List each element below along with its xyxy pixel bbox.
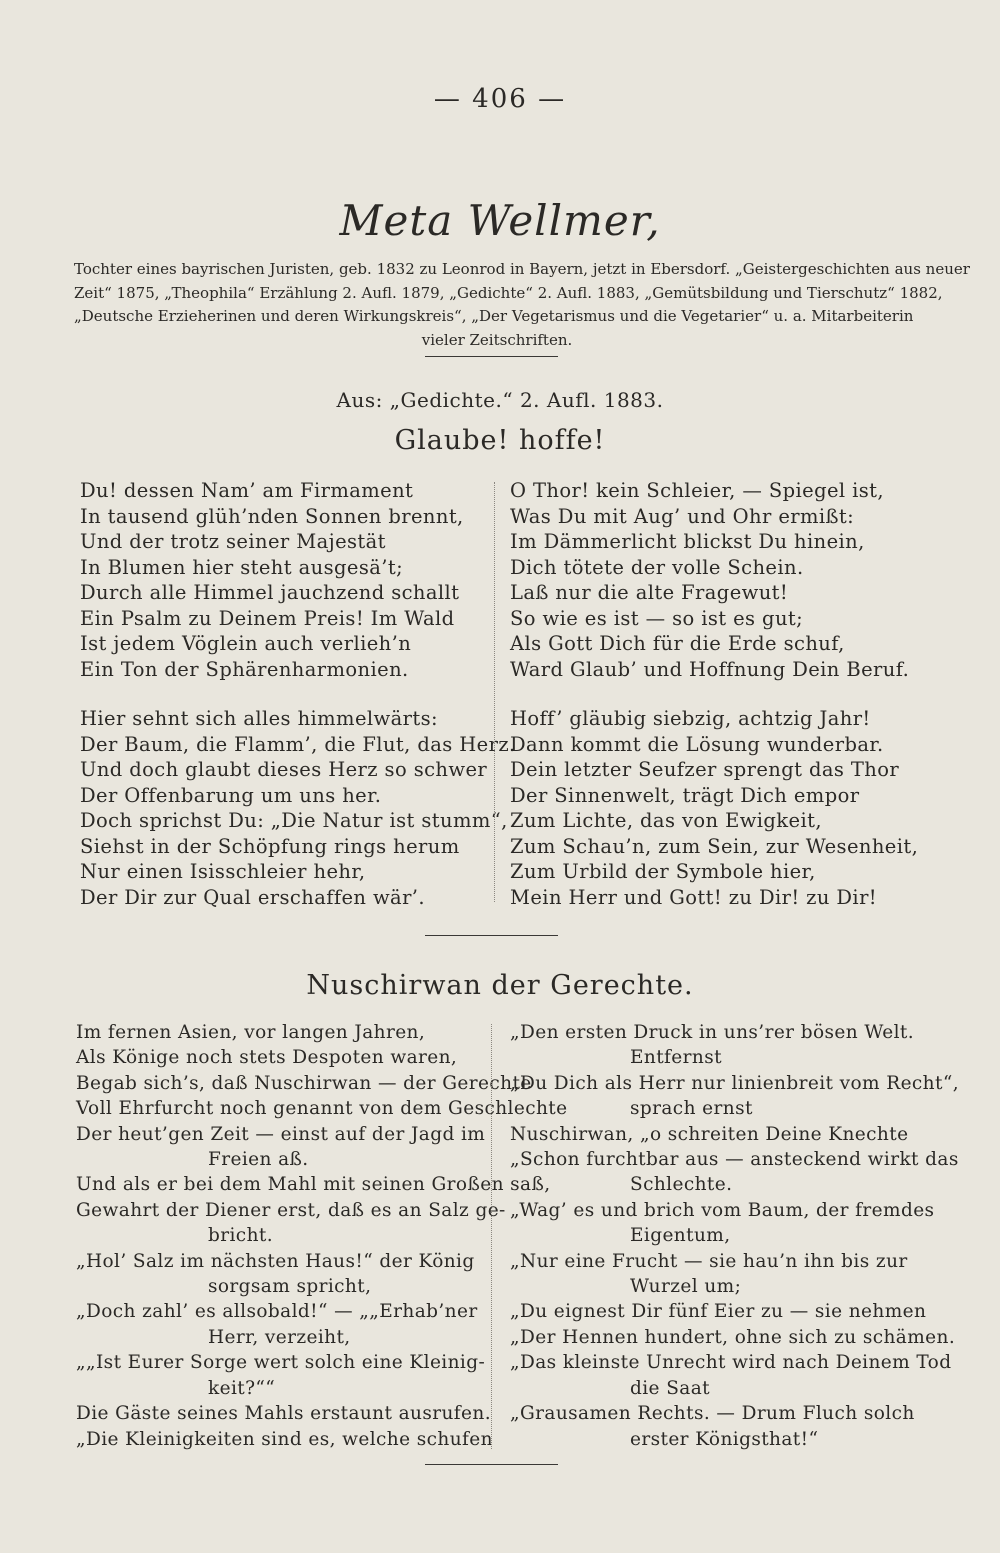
verse-line: Du! dessen Nam’ am Firmament bbox=[80, 479, 414, 502]
verse-line: „Doch zahl’ es allsobald!“ — „„Erhab’ner bbox=[76, 1301, 478, 1323]
verse-line: Zum Schau’n, zum Sein, zur Wesenheit, bbox=[510, 834, 919, 858]
verse-line: Voll Ehrfurcht noch genannt von dem Geschlechte bbox=[76, 1098, 568, 1120]
verse-line: Nur einen Isisschleier hehr, bbox=[80, 860, 366, 883]
bio-line: „Deutsche Erzieherinen und deren Wirkungskreis“, „Der Vegetarismus und die Vegetarier“ u. a. Mitarbeiterin bbox=[74, 307, 914, 325]
source-citation: Aus: „Gedichte.“ 2. Aufl. 1883. bbox=[336, 388, 664, 412]
verse-line: Und als er bei dem Mahl mit seinen Großen saß, bbox=[76, 1174, 551, 1196]
verse-line: Hier sehnt sich alles himmelwärts: bbox=[80, 707, 438, 730]
poem1-right-stanza-2 bbox=[510, 706, 918, 910]
verse-line: Mein Herr und Gott! zu Dir! zu Dir! bbox=[510, 885, 878, 909]
verse-line: Der Offenbarung um uns her. bbox=[80, 783, 382, 807]
verse-line: Nuschirwan, „o schreiten Deine Knechte bbox=[510, 1123, 909, 1145]
verse-line: Der Sinnenwelt, trägt Dich empor bbox=[510, 783, 860, 807]
verse-line: In tausend glüh’nden Sonnen brennt, bbox=[80, 504, 464, 528]
verse-line: Gewahrt der Diener erst, daß es an Salz ge- bbox=[76, 1199, 506, 1221]
verse-line: Ein Ton der Sphärenharmonien. bbox=[80, 657, 409, 681]
verse-line: Laß nur die alte Fragewut! bbox=[510, 581, 789, 604]
section-divider bbox=[425, 1464, 558, 1465]
bio-line: vieler Zeitschriften. bbox=[421, 330, 573, 349]
poem1-right-stanza-1 bbox=[510, 478, 909, 682]
author-biography bbox=[74, 258, 970, 352]
section-divider bbox=[425, 935, 558, 936]
verse-line: Dich tötete der volle Schein. bbox=[510, 555, 804, 579]
verse-line: Begab sich’s, daß Nuschirwan — der Gerechte bbox=[76, 1072, 532, 1094]
verse-line: Der Baum, die Flamm’, die Flut, das Herz. bbox=[80, 732, 516, 756]
verse-line: „Du eignest Dir fünf Eier zu — sie nehmen bbox=[510, 1301, 927, 1323]
verse-line: In Blumen hier steht ausgesä’t; bbox=[80, 555, 404, 579]
verse-line: „Du Dich als Herr nur linienbreit vom Recht“, bbox=[510, 1072, 959, 1094]
verse-line: „Den ersten Druck in uns’rer bösen Welt. bbox=[510, 1022, 915, 1043]
verse-line: die Saat bbox=[630, 1377, 710, 1399]
verse-line: Was Du mit Aug’ und Ohr ermißt: bbox=[510, 504, 855, 528]
verse-line: keit?““ bbox=[208, 1377, 276, 1399]
verse-line: Dein letzter Seufzer sprengt das Thor bbox=[510, 758, 900, 781]
verse-line: Entfernst bbox=[630, 1047, 722, 1069]
bio-line: Tochter eines bayrischen Juristen, geb. 1832 zu Leonrod in Bayern, jetzt in Ebersdorf. „Geistergeschichten aus neuer bbox=[74, 260, 970, 278]
verse-line: Ist jedem Vöglein auch verlieh’n bbox=[80, 632, 412, 655]
verse-line: Im Dämmerlicht blickst Du hinein, bbox=[510, 530, 865, 553]
verse-line: „Der Hennen hundert, ohne sich zu schämen. bbox=[510, 1326, 956, 1348]
poem1-left-stanza-1 bbox=[80, 478, 464, 682]
verse-line: „„Ist Eurer Sorge wert solch eine Kleinig- bbox=[76, 1352, 486, 1374]
poem-title: Glaube! hoffe! bbox=[394, 425, 606, 456]
verse-line: Dann kommt die Lösung wunderbar. bbox=[510, 732, 884, 756]
verse-line: Herr, verzeiht, bbox=[208, 1326, 351, 1348]
verse-line: Der Dir zur Qual erschaffen wär’. bbox=[80, 885, 425, 909]
verse-line: Schlechte. bbox=[630, 1174, 733, 1196]
verse-line: erster Königsthat!“ bbox=[630, 1428, 819, 1450]
verse-line: Als Könige noch stets Despoten waren, bbox=[76, 1047, 458, 1069]
verse-line: Zum Urbild der Symbole hier, bbox=[510, 860, 816, 883]
verse-line: sorgsam spricht, bbox=[208, 1276, 372, 1298]
verse-line: „Wag’ es und brich vom Baum, der fremdes bbox=[510, 1199, 935, 1221]
verse-line: Hoff’ gläubig siebzig, achtzig Jahr! bbox=[510, 707, 871, 730]
section-divider bbox=[425, 356, 558, 357]
author-heading: Meta Wellmer, bbox=[339, 196, 661, 245]
verse-line: Siehst in der Schöpfung rings herum bbox=[80, 834, 460, 858]
verse-line: Der heut’gen Zeit — einst auf der Jagd im bbox=[76, 1123, 486, 1145]
verse-line: Als Gott Dich für die Erde schuf, bbox=[510, 632, 845, 655]
verse-line: Und der trotz seiner Majestät bbox=[80, 530, 386, 553]
bio-line: Zeit“ 1875, „Theophila“ Erzählung 2. Aufl. 1879, „Gedichte“ 2. Aufl. 1883, „Gemütsbildung und Tierschutz“ 1882, bbox=[74, 283, 943, 302]
poem1-left-stanza-2 bbox=[80, 706, 516, 910]
column-divider bbox=[491, 1024, 492, 1449]
verse-line: sprach ernst bbox=[630, 1098, 753, 1120]
verse-line: Wurzel um; bbox=[630, 1276, 742, 1298]
verse-line: Ein Psalm zu Deinem Preis! Im Wald bbox=[80, 606, 455, 630]
verse-line: Durch alle Himmel jauchzend schallt bbox=[80, 581, 460, 604]
poem-title: Nuschirwan der Gerechte. bbox=[306, 970, 694, 1001]
verse-line: Und doch glaubt dieses Herz so schwer bbox=[80, 758, 488, 781]
verse-line: „Nur eine Frucht — sie hau’n ihn bis zur bbox=[510, 1250, 908, 1272]
verse-line: Eigentum, bbox=[630, 1225, 731, 1247]
verse-line: „Das kleinste Unrecht wird nach Deinem Tod bbox=[510, 1352, 952, 1374]
poem2-right-column bbox=[510, 1020, 959, 1452]
verse-line: Freien aß. bbox=[208, 1149, 309, 1171]
verse-line: Doch sprichst Du: „Die Natur ist stumm“, bbox=[80, 809, 508, 832]
verse-line: Ward Glaub’ und Hoffnung Dein Beruf. bbox=[510, 657, 910, 681]
verse-line: „Grausamen Rechts. — Drum Fluch solch bbox=[510, 1403, 915, 1425]
page-number: — 406 — bbox=[433, 84, 567, 114]
verse-line: „Schon furchtbar aus — ansteckend wirkt das bbox=[510, 1149, 959, 1171]
verse-line: „Die Kleinigkeiten sind es, welche schufen bbox=[76, 1428, 493, 1450]
verse-line: bricht. bbox=[208, 1225, 273, 1247]
verse-line: Im fernen Asien, vor langen Jahren, bbox=[76, 1022, 426, 1043]
verse-line: Zum Lichte, das von Ewigkeit, bbox=[510, 809, 822, 832]
verse-line: Die Gäste seines Mahls erstaunt ausrufen. bbox=[76, 1403, 491, 1425]
poem2-left-column bbox=[76, 1020, 567, 1452]
column-divider bbox=[494, 482, 495, 902]
verse-line: O Thor! kein Schleier, — Spiegel ist, bbox=[510, 479, 885, 502]
verse-line: So wie es ist — so ist es gut; bbox=[510, 606, 804, 630]
verse-line: „Hol’ Salz im nächsten Haus!“ der König bbox=[76, 1250, 475, 1272]
